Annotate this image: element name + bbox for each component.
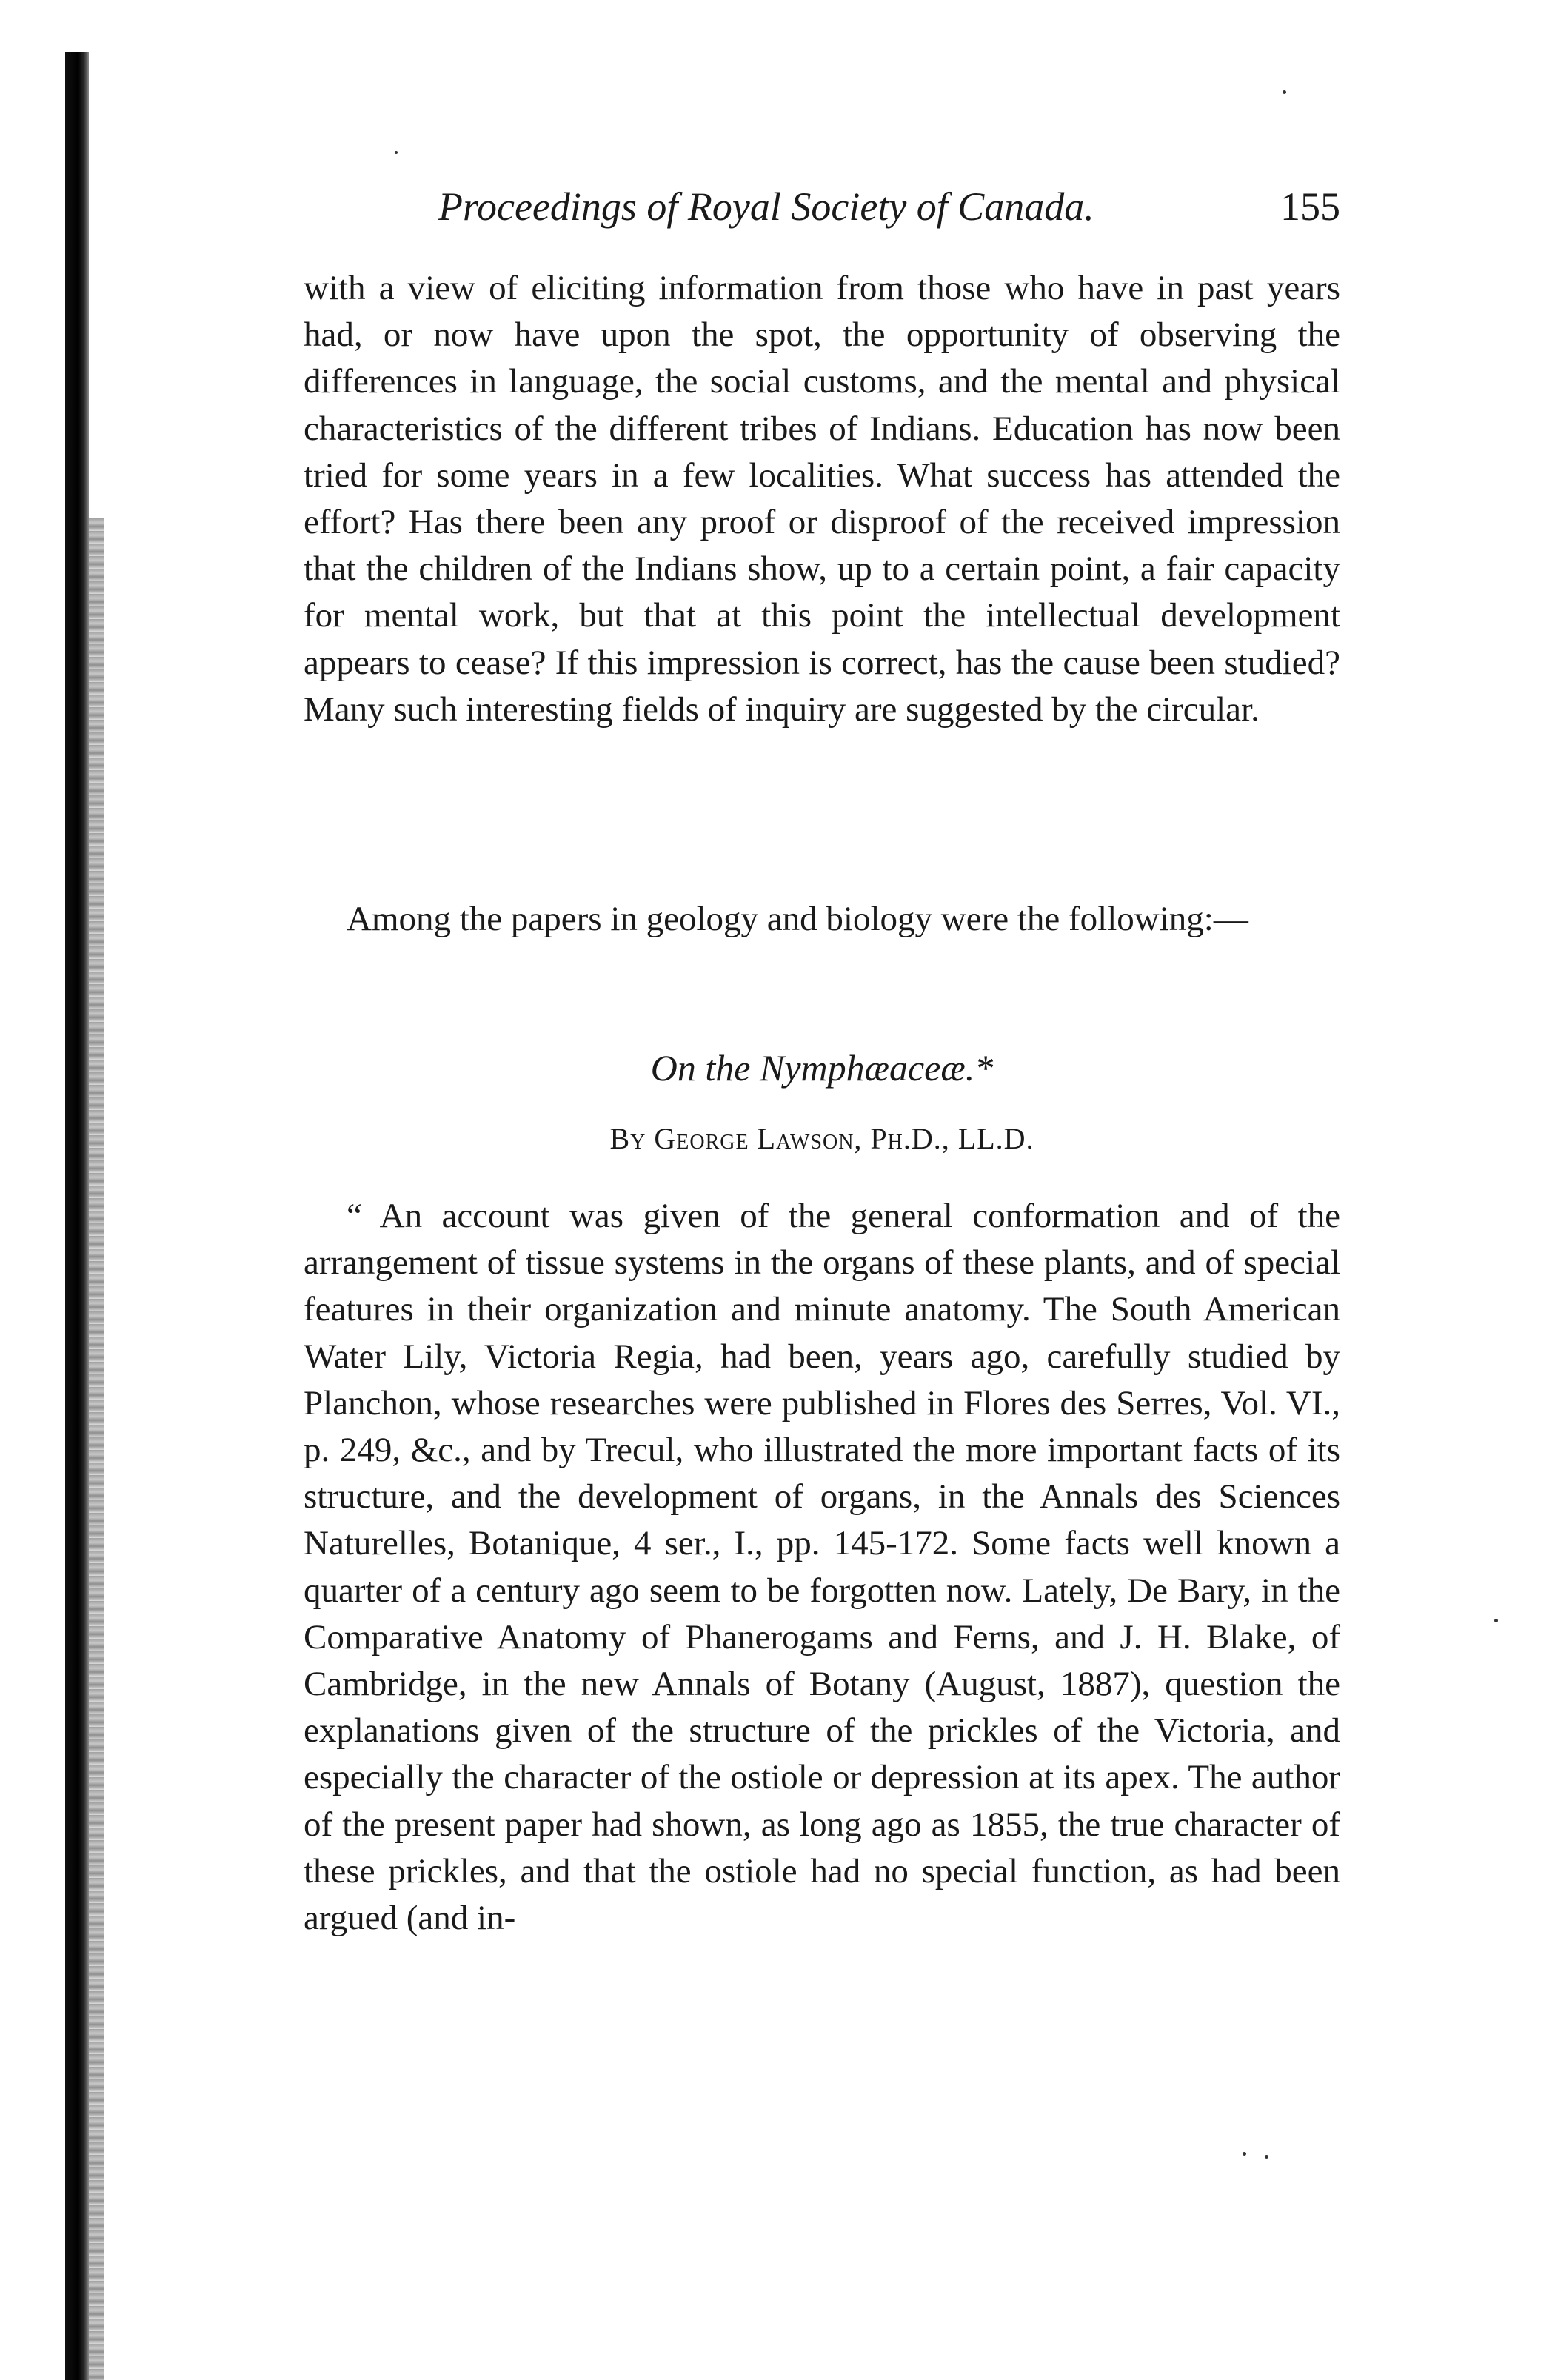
papers-intro-paragraph — [304, 896, 1340, 943]
scan-speck — [1283, 90, 1286, 94]
page-number: 155 — [1280, 184, 1340, 229]
article-body — [304, 1193, 1340, 1942]
article-byline: By George Lawson, Ph.D., LL.D. — [609, 1122, 1034, 1155]
scan-speck — [395, 151, 398, 154]
book-spine-shadow — [65, 52, 89, 2380]
scan-speck — [1243, 2152, 1246, 2156]
article-title: On the Nymphæaceæ.* — [650, 1047, 994, 1089]
paragraph-text: with a view of eliciting information from those who have in past years had, or now have upon the spot, the opportunity of observing the differences in language, the social customs, and the mental and physical characteristics of the different tribes of Indians. Education has now been tried for some years in a few localities. What success has attended the effort? Has there been any proof or disproof of the received impression that the children of the Indians show, up to a certain point, a fair capacity for mental work, but that at this point the intellectual development appears to cease? If this impression is correct, has the cause been studied? Many such interesting fields of inquiry are suggested by the circular. — [304, 269, 1340, 729]
page-edge-shadow — [89, 518, 104, 2380]
running-head — [304, 181, 1340, 233]
paragraph-text: “ An account was given of the general conformation and of the arrangement of tissue systems in the organs of these plants, and of special features in their organization and minute anatomy. The South American Water Lily, Victoria Regia, had been, years ago, carefully studied by Planchon, whose researches were published in Flores des Serres, Vol. VI., p. 249, &c., and by Trecul, who illustrated the more important facts of its structure, and the development of organs, in the Annals des Sciences Naturelles, Botanique, 4 ser., I., pp. 145-172. Some facts well known a quarter of a century ago seem to be forgotten now. Lately, De Bary, in the Comparative Anatomy of Phanerogams and Ferns, and J. H. Blake, of Cambridge, in the new Annals of Botany (August, 1887), question the explanations given of the structure of the prickles of the Victoria, and especially the character of the ostiole or depression at its apex. The author of the present paper had shown, as long ago as 1855, the true character of these prickles, and that the ostiole had no special function, as had been argued (and in- — [304, 1197, 1340, 1938]
running-title: Proceedings of Royal Society of Canada. — [438, 184, 1094, 229]
continued-paragraph — [304, 265, 1340, 733]
scan-speck — [1265, 2155, 1268, 2159]
paragraph-text: Among the papers in geology and biology were the following:— — [347, 900, 1248, 938]
scan-speck — [1494, 1619, 1498, 1622]
